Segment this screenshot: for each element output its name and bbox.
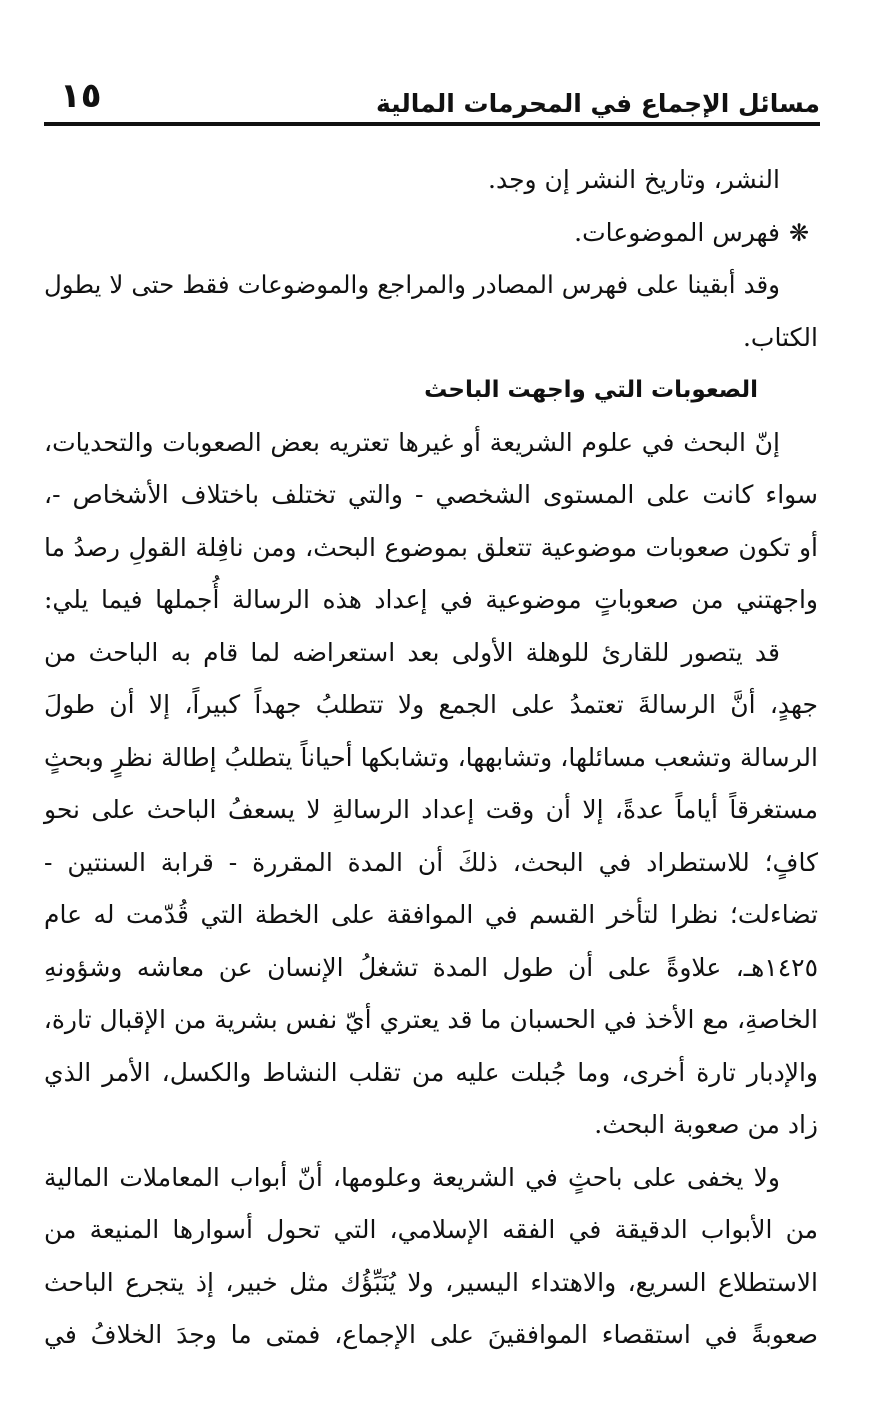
text-line: الاستطلاع السريع، والاهتداء اليسير، ولا يُنَبِّؤُك مثل خبير، إذ يتجرع الباحث <box>44 1267 818 1297</box>
text-line: ١٤٢٥هـ، علاوةً على أن طول المدة تشغلُ الإنسان عن معاشه وشؤونهِ <box>44 952 818 982</box>
text-line: زاد من صعوبة البحث. <box>594 1110 818 1139</box>
text-line: تضاءلت؛ نظرا لتأخر القسم في الموافقة على الخطة التي قُدّمت له عام <box>44 900 818 929</box>
page-body <box>44 154 818 1362</box>
text-line: الكتاب. <box>742 322 818 352</box>
text-line: مستغرقاً أياماً عدةً، إلا أن وقت إعداد الرسالةِ لا يسعفُ الباحث على نحو <box>44 795 818 824</box>
text-line: قد يتصور للقارئ للوهلة الأولى بعد استعراضه لما قام به الباحث من <box>44 637 780 667</box>
text-line: سواء كانت على المستوى الشخصي - والتي تختلف باختلاف الأشخاص -، <box>44 480 818 509</box>
text-line: أو تكون صعوبات موضوعية تتعلق بموضوع البحث، ومن نافِلة القولِ رصدُ ما <box>44 532 818 562</box>
text-line: جهدٍ، أنَّ الرسالةَ تعتمدُ على الجمع ولا تتطلبُ جهداً كبيراً، إلا أن طولَ <box>44 690 818 719</box>
text-line: ولا يخفى على باحثٍ في الشريعة وعلومها، أنّ أبواب المعاملات المالية <box>44 1162 780 1192</box>
text-line: من الأبواب الدقيقة في الفقه الإسلامي، التي تحول أسوارها المنيعة من <box>44 1215 818 1244</box>
text-line: واجهتني من صعوباتٍ موضوعية في إعداد هذه الرسالة أُجملها فيما يلي: <box>44 585 818 614</box>
text-line: الخاصةِ، مع الأخذ في الحسبان ما قد يعتري أيّ نفس بشرية من الإقبال تارة، <box>43 1005 818 1034</box>
header-rule <box>44 122 820 126</box>
text-line: وقد أبقينا على فهرس المصادر والمراجع والموضوعات فقط حتى لا يطول <box>44 270 780 299</box>
bullet-item <box>44 207 818 260</box>
text-line: صعوبةً في استقصاء الموافقينَ على الإجماع، فمتى ما وجدَ الخلافُ في <box>44 1320 818 1349</box>
running-title: مسائل الإجماع في المحرمات المالية <box>375 89 820 118</box>
section-heading: الصعوبات التي واجهت الباحث <box>424 377 758 403</box>
bullet-item-text: فهرس الموضوعات. <box>574 217 780 247</box>
text-line: النشر، وتاريخ النشر إن وجد. <box>488 165 780 194</box>
text-line: والإدبار تارة أخرى، وما جُبلت عليه من تقلب النشاط والكسل، الأمر الذي <box>44 1057 818 1087</box>
text-line: كافٍ؛ للاستطراد في البحث، ذلكَ أن المدة المقررة - قرابة السنتين - <box>44 847 818 877</box>
page-header <box>44 70 820 126</box>
asterisk-bullet-icon: ❋ <box>788 218 810 247</box>
text-line: إنّ البحث في علوم الشريعة أو غيرها تعتريه بعض الصعوبات والتحديات، <box>44 427 780 457</box>
text-line: الرسالة وتشعب مسائلها، وتشابهها، وتشابكها أحياناً يتطلبُ إطالة نظرٍ وبحثٍ <box>44 742 818 772</box>
page-number: ١٥ <box>60 76 102 116</box>
